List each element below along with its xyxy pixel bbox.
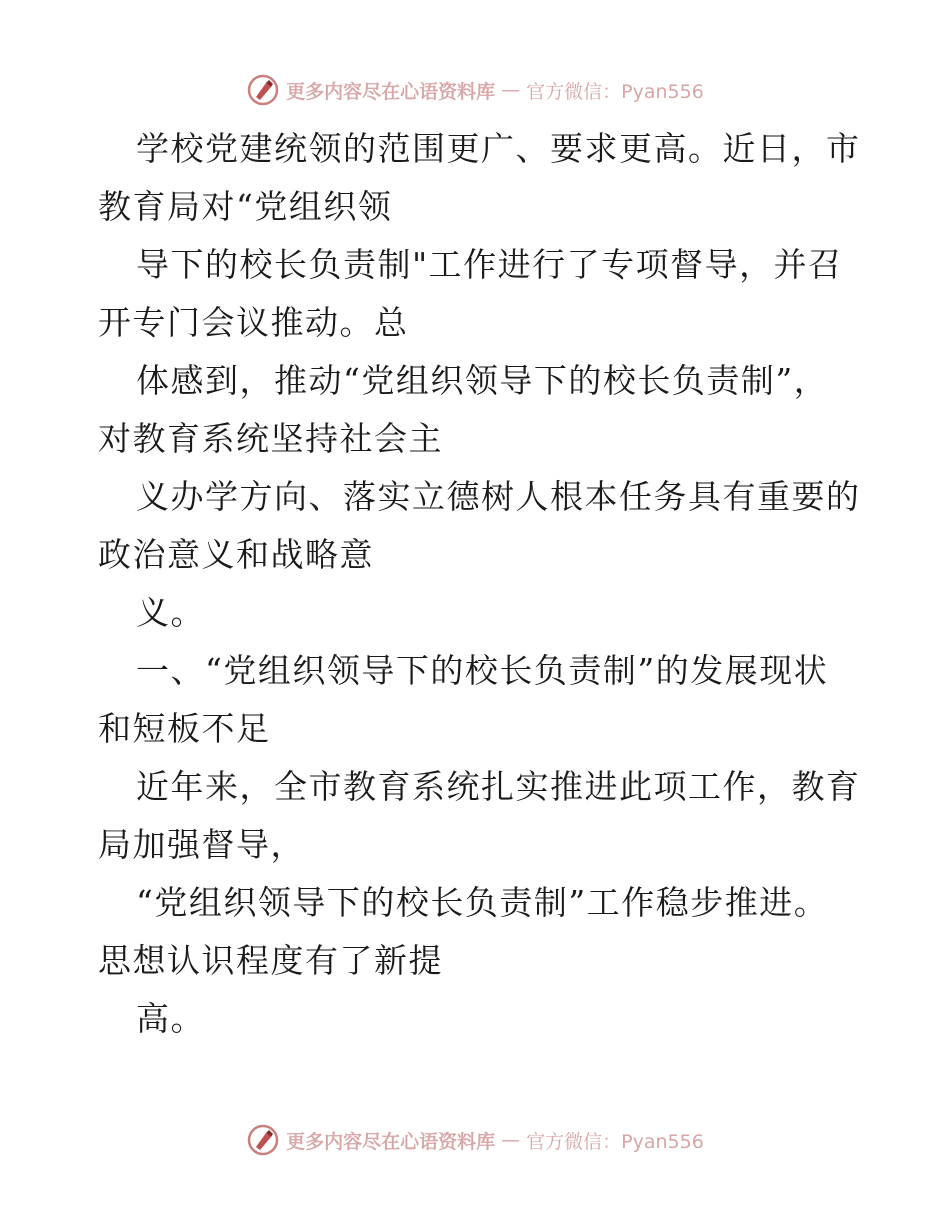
- paragraph-line: 义办学方向、落实立德树人根本任务具有重要的: [136, 477, 861, 516]
- paragraph-line: 开专门会议推动。总: [98, 303, 409, 342]
- paragraph-line: 义。: [136, 593, 205, 632]
- paragraph-line: 教育局对“党组织领: [98, 187, 393, 226]
- watermark-text: 更多内容尽在心语资料库: [286, 1130, 496, 1153]
- watermark-separator: —: [501, 79, 521, 101]
- watermark-text: 更多内容尽在心语资料库: [286, 80, 496, 103]
- paragraph-line: 学校党建统领的范围更广、要求更高。近日，市: [136, 129, 861, 168]
- paragraph-line: 思想认识程度有了新提: [98, 941, 443, 980]
- paragraph-line: 高。: [136, 999, 205, 1038]
- footer-watermark: [0, 1120, 950, 1160]
- watermark-separator: —: [501, 1129, 521, 1151]
- paragraph-line: 局加强督导，: [98, 825, 305, 864]
- paragraph-line: 近年来，全市教育系统扎实推进此项工作，教育: [136, 767, 861, 806]
- paragraph-line: 对教育系统坚持社会主: [98, 419, 443, 458]
- paragraph-line: “党组织领导下的校长负责制”工作稳步推进。: [136, 883, 829, 922]
- pen-nib-logo-icon: [246, 73, 280, 107]
- paragraph-line: 体感到，推动“党组织领导下的校长负责制”，: [136, 361, 829, 400]
- paragraph-line: 政治意义和战略意: [98, 535, 374, 574]
- pen-nib-logo-icon: [246, 1123, 280, 1157]
- watermark-contact: 官方微信：Pyan556: [526, 80, 704, 103]
- section-heading: 一、“党组织领导下的校长负责制”的发展现状: [136, 651, 829, 690]
- section-heading-continuation: 和短板不足: [98, 709, 271, 748]
- document-body: [98, 120, 861, 1048]
- header-watermark: [0, 70, 950, 110]
- watermark-contact: 官方微信：Pyan556: [526, 1130, 704, 1153]
- paragraph-line: 导下的校长负责制"工作进行了专项督导，并召: [136, 245, 843, 284]
